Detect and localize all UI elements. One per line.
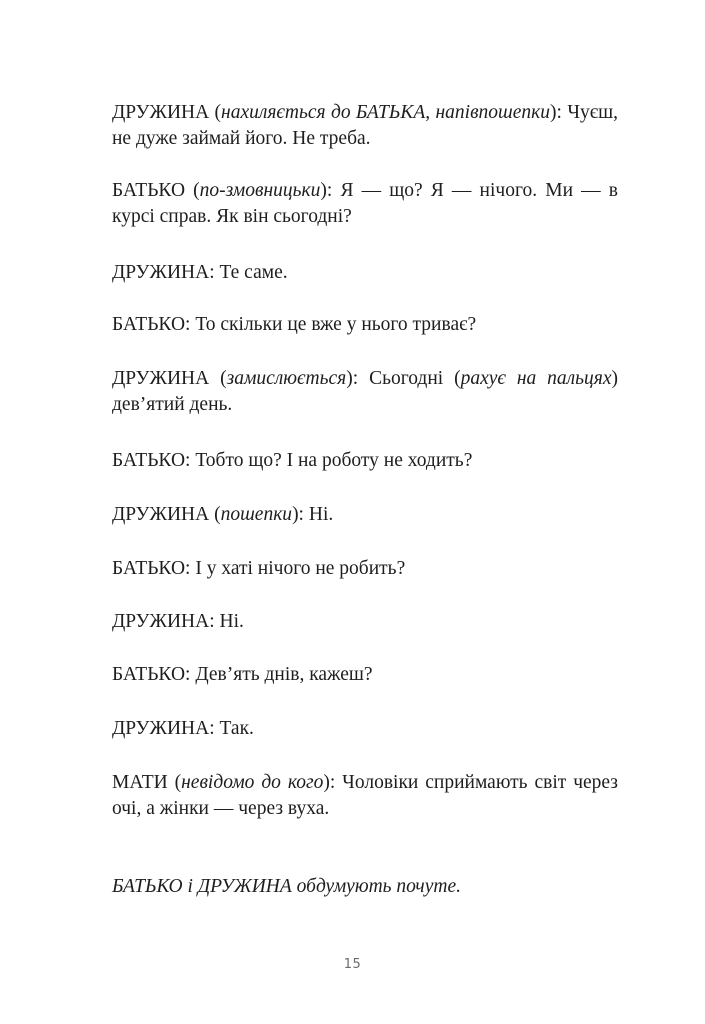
speaker-name: БАТЬКО — [112, 180, 186, 201]
speaker-name: ДРУЖИНА — [112, 368, 210, 389]
speaker-name: ДРУЖИНА — [112, 262, 210, 283]
line-text: Тобто що? І на роботу не ходить? — [195, 450, 473, 471]
speaker-name: ДРУЖИНА — [112, 718, 210, 739]
paren-open: ( — [443, 368, 461, 389]
colon: : — [209, 262, 220, 283]
colon: : — [185, 314, 196, 335]
colon: : — [209, 611, 220, 632]
paren-open: ( — [209, 102, 222, 123]
stage-remark: невідомо до кого — [181, 772, 324, 793]
dialogue-line — [112, 556, 618, 582]
line-text: Сьогодні — [369, 368, 444, 389]
speaker-name: БАТЬКО — [112, 558, 186, 579]
colon: : — [185, 558, 196, 579]
line-text: Чуєш, не дуже займай його. Не треба. — [112, 102, 618, 149]
dialogue-line — [112, 609, 618, 635]
speaker-name: БАТЬКО — [112, 450, 186, 471]
paren-close: ): — [292, 504, 309, 525]
line-text: Дев’ять днів, кажеш? — [195, 664, 373, 685]
dialogue-line — [112, 716, 618, 742]
speaker-name: ДРУЖИНА — [112, 102, 210, 123]
speaker-name: БАТЬКО — [112, 664, 186, 685]
dialogue-line — [112, 770, 618, 822]
paren-close: ): — [346, 368, 370, 389]
line-text: Те саме. — [219, 262, 288, 283]
line-text: Чоловіки сприймають світ через очі, а жінки — через вуха. — [112, 772, 619, 819]
stage-remark: по-змовницьки — [199, 180, 321, 201]
paren-close: ) — [611, 368, 618, 389]
paren-open: ( — [209, 368, 227, 389]
paren-open: ( — [209, 504, 221, 525]
line-text: Ні. — [219, 611, 244, 632]
paren-close: ): — [323, 772, 343, 793]
line-text: То скільки це вже у нього триває? — [195, 314, 477, 335]
speaker-name: БАТЬКО — [112, 314, 186, 335]
speaker-name: ДРУЖИНА — [112, 611, 210, 632]
paren-open: ( — [167, 772, 182, 793]
paren-open: ( — [185, 180, 200, 201]
paren-close: ): — [550, 102, 568, 123]
stage-remark: нахиляється до БАТЬКА, напівпошепки — [221, 102, 551, 123]
line-text: Я — що? Я — нічого. Ми — в курсі справ. Як він сьогодні? — [112, 180, 618, 227]
stage-remark: пошепки — [220, 504, 293, 525]
paren-close: ): — [320, 180, 341, 201]
dialogue-line — [112, 178, 618, 230]
line-text: Так. — [219, 718, 254, 739]
dialogue-line — [112, 100, 618, 152]
dialogue-line — [112, 448, 618, 474]
speaker-name: ДРУЖИНА — [112, 504, 210, 525]
dialogue-line — [112, 312, 618, 338]
line-text: дев’ятий день. — [112, 394, 233, 415]
colon: : — [185, 450, 196, 471]
inline-remark: рахує на пальцях — [460, 368, 612, 389]
speaker-name: МАТИ — [112, 772, 168, 793]
colon: : — [209, 718, 220, 739]
dialogue-line — [112, 502, 618, 528]
colon: : — [185, 664, 196, 685]
stage-direction: БАТЬКО і ДРУЖИНА обдумують почуте. — [112, 875, 461, 897]
dialogue-line — [112, 260, 618, 286]
stage-remark: замислюється — [226, 368, 347, 389]
line-text: Ні. — [308, 504, 334, 525]
line-text: І у хаті нічого не робить? — [195, 558, 406, 579]
dialogue-line — [112, 366, 618, 418]
page-number: 15 — [343, 957, 362, 972]
dialogue-line — [112, 662, 618, 688]
